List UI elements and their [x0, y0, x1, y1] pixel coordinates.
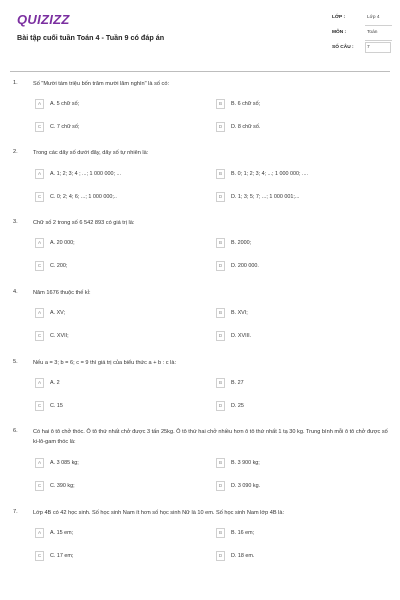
- question-number: 4.: [13, 289, 18, 295]
- option-text: B. 16 em;: [231, 529, 255, 536]
- count-label: SỐ CÂU :: [332, 45, 354, 50]
- option-letter-box: A: [35, 528, 44, 538]
- option-text: A. 1; 2; 3; 4 ; ...; 1 000 000; ...: [50, 170, 122, 177]
- option-letter-box: D: [216, 261, 225, 271]
- question-text: Trong các dãy số dưới đây, dãy số tự nhiên là:: [33, 150, 149, 156]
- option-letter-box: D: [216, 401, 225, 411]
- option-letter-box: B: [216, 528, 225, 538]
- question-text: Chữ số 2 trong số 6 542 893 có giá trị là:: [33, 220, 135, 226]
- option-letter-box: D: [216, 551, 225, 561]
- option-letter-box: D: [216, 122, 225, 132]
- question-number: 3.: [13, 219, 18, 225]
- option-letter-box: C: [35, 192, 44, 202]
- option-text: B. 3 900 kg;: [231, 459, 260, 466]
- option-text: D. 1; 3; 5; 7; ...; 1 000 001;...: [231, 193, 300, 200]
- option-text: C. 15: [50, 402, 63, 409]
- option-letter-box: D: [216, 481, 225, 491]
- option-letter-box: C: [35, 331, 44, 341]
- option-text: A. 5 chữ số;: [50, 100, 80, 107]
- option-letter-box: A: [35, 99, 44, 109]
- option-text: B. 27: [231, 379, 244, 386]
- option-letter-box: B: [216, 378, 225, 388]
- option-text: A. XV;: [50, 309, 66, 316]
- question-text: Có hai ô tô chở thóc. Ô tô thứ nhất chở được 3 tấn 25kg. Ô tô thứ hai chở nhiều hơn ô tô thứ nhất 1 tạ 30 kg. Trung bình mỗi ô tô chở được số ki-lô-gam thóc là:: [33, 429, 388, 445]
- question-number: 1.: [13, 80, 18, 86]
- question-number: 7.: [13, 509, 18, 515]
- meta-panel: [332, 12, 392, 57]
- header-divider: [10, 71, 390, 72]
- option-letter-box: B: [216, 99, 225, 109]
- option-text: B. 2000;: [231, 239, 252, 246]
- question-number: 5.: [13, 359, 18, 365]
- option-text: D. 18 em.: [231, 552, 255, 559]
- option-letter-box: C: [35, 481, 44, 491]
- option-letter-box: A: [35, 458, 44, 468]
- question-text: Nếu a = 3; b = 6; c = 9 thì giá trị của biểu thức a + b : c là:: [33, 360, 177, 366]
- subject-label: MÔN :: [332, 30, 347, 35]
- option-letter-box: D: [216, 331, 225, 341]
- count-row: [332, 42, 392, 57]
- option-letter-box: C: [35, 401, 44, 411]
- option-text: D. XVIII.: [231, 332, 252, 339]
- option-text: B. XVI;: [231, 309, 248, 316]
- subject-underline: [365, 40, 392, 41]
- option-text: D. 3 090 kg.: [231, 482, 261, 489]
- question-number: 2.: [13, 149, 18, 155]
- option-text: C. XVII;: [50, 332, 69, 339]
- option-letter-box: B: [216, 458, 225, 468]
- grade-label: LỚP :: [332, 15, 346, 20]
- option-letter-box: A: [35, 378, 44, 388]
- option-text: C. 390 kg;: [50, 482, 75, 489]
- grade-row: [332, 12, 392, 27]
- option-letter-box: A: [35, 308, 44, 318]
- option-letter-box: B: [216, 238, 225, 248]
- grade-underline: [365, 25, 392, 26]
- option-text: A. 15 em;: [50, 529, 74, 536]
- subject-value: Toán: [367, 30, 378, 35]
- subject-row: [332, 27, 392, 42]
- option-text: A. 20 000;: [50, 239, 75, 246]
- option-text: D. 200 000.: [231, 262, 259, 269]
- option-text: C. 17 em;: [50, 552, 74, 559]
- question-text: Số "Mười tám triệu bốn trăm mười lăm nghìn" là số có:: [33, 81, 170, 87]
- option-text: A. 3 085 kg;: [50, 459, 79, 466]
- worksheet-header: [0, 0, 400, 72]
- option-letter-box: A: [35, 238, 44, 248]
- question-text: Năm 1676 thuộc thế kỉ:: [33, 290, 91, 296]
- option-letter-box: D: [216, 192, 225, 202]
- option-text: B. 0; 1; 2; 3; 4; ...; 1 000 000; ....: [231, 170, 309, 177]
- option-letter-box: C: [35, 261, 44, 271]
- count-value: 7: [367, 45, 370, 50]
- quizizz-logo: QUIZIZZ: [17, 12, 70, 27]
- question-number: 6.: [13, 428, 18, 434]
- option-text: D. 8 chữ số.: [231, 123, 261, 130]
- worksheet-title: Bài tập cuối tuần Toán 4 - Tuần 9 có đáp án: [17, 33, 165, 42]
- option-text: C. 200;: [50, 262, 68, 269]
- option-letter-box: A: [35, 169, 44, 179]
- question-text: Lớp 4B có 42 học sinh. Số học sinh Nam ít hơn số học sinh Nữ là 10 em. Số học sinh Nam lớp 4B là:: [33, 510, 285, 516]
- option-text: C. 0; 2; 4; 6; ...; 1 000 000;..: [50, 193, 117, 200]
- grade-value: Lớp 4: [367, 15, 380, 20]
- option-letter-box: C: [35, 122, 44, 132]
- option-text: C. 7 chữ số;: [50, 123, 80, 130]
- option-text: B. 6 chữ số;: [231, 100, 261, 107]
- option-letter-box: B: [216, 169, 225, 179]
- option-letter-box: C: [35, 551, 44, 561]
- option-text: D. 25: [231, 402, 244, 409]
- option-letter-box: B: [216, 308, 225, 318]
- option-text: A. 2: [50, 379, 60, 386]
